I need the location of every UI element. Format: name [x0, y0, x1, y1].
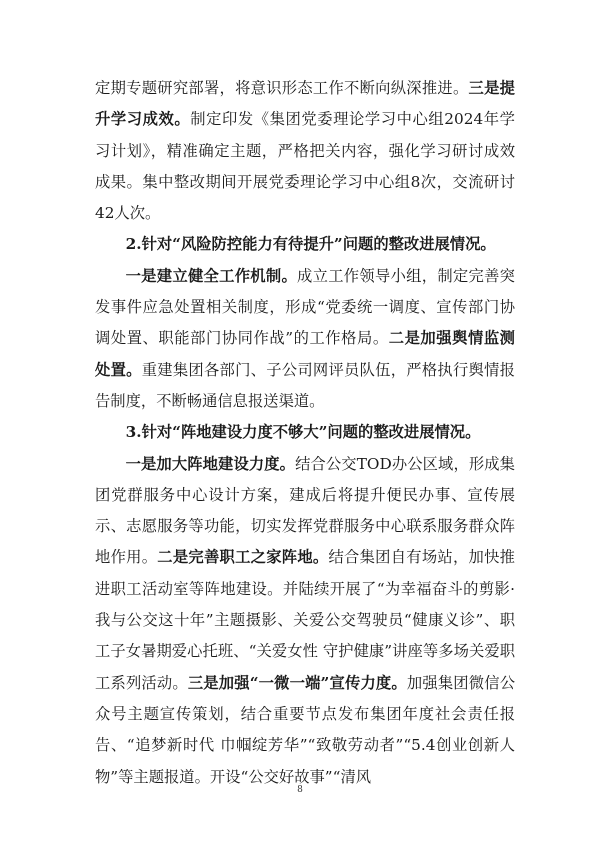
body-text	[95, 73, 515, 793]
text-run: 结合公交TOD办公区域，形成集团党群服务中心设计方案，建成后将提升便民办事、宣传展示、志愿服务等功能，切实发挥党群服务中心联系服务群众阵地作用。	[95, 454, 515, 567]
text-run: 定期专题研究部署，将意识形态工作不断向纵深推进。	[95, 79, 469, 97]
bold-text-run: 二是完善职工之家阵地。	[157, 548, 329, 567]
text-run: 重建集团各部门、子公司网评员队伍，严格执行舆情报告制度，不断畅通信息报送渠道。	[95, 360, 515, 410]
bold-text-run: 一是建立健全工作机制。	[125, 266, 298, 285]
paragraph	[95, 73, 515, 229]
paragraph	[95, 229, 515, 260]
page-number: 8	[297, 785, 303, 795]
bold-text-run: 三是提升学习成效。	[95, 79, 515, 129]
bold-text-run: 2.针对“风险防控能力有待提升”问题的整改进展情况。	[125, 235, 496, 254]
paragraph	[95, 417, 515, 448]
text-run: 制定印发《集团党委理论学习中心组2024年学习计划》，精准确定主题，严格把关内容，强化学习研讨成效成果。集中整改期间开展党委理论学习中心组8次，交流研讨42人次。	[95, 110, 515, 223]
text-run: 加强集团微信公众号主题宣传策划，结合重要节点发布集团年度社会责任报告、“追梦新时代 巾帼绽芳华”“致敬劳动者”“5.4创业创新人物”等主题报道。开设“公交好故事”“清风	[95, 673, 515, 786]
bold-text-run: 三是加强“一微一端”宣传力度。	[187, 673, 407, 692]
bold-text-run: 二是加强舆情监测处置。	[95, 329, 515, 379]
text-run: 结合集团自有场站，加快推进职工活动室等阵地建设。并陆续开展了“为幸福奋斗的剪影·我与公交这十年”主题摄影、关爱公交驾驶员“健康义诊”、职工子女暑期爱心托班、“关爱女性 守护健康”讲座等多场关爱职工系列活动。	[95, 548, 515, 692]
paragraph	[95, 449, 515, 793]
bold-text-run: 一是加大阵地建设力度。	[125, 454, 296, 473]
paragraph	[95, 261, 515, 417]
text-run: 成立工作领导小组，制定完善突发事件应急处置相关制度，形成“党委统一调度、宣传部门协调处置、职能部门协同作战”的工作格局。	[95, 266, 515, 348]
bold-text-run: 3.针对“阵地建设力度不够大”问题的整改进展情况。	[125, 423, 481, 442]
